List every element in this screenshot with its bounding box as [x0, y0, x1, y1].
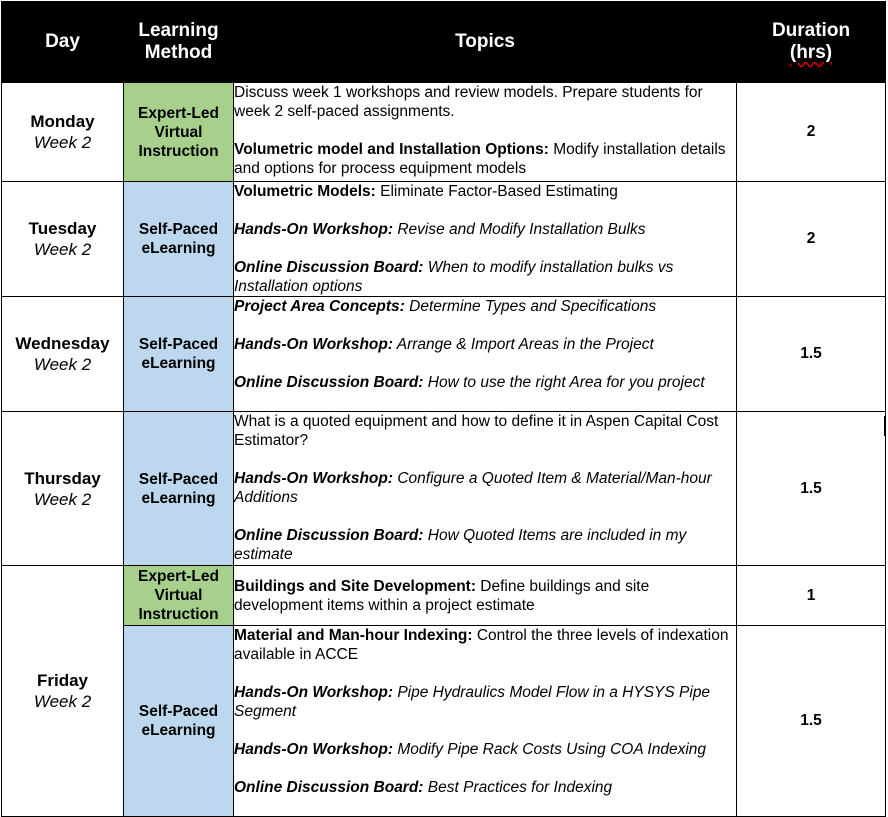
day-name: Friday	[36, 671, 89, 690]
week-label: Week 2	[33, 133, 92, 152]
topic-text: Revise and Modify Installation Bulks	[393, 221, 646, 238]
text-cursor-mark	[884, 416, 886, 436]
table-row	[2, 566, 886, 626]
topic-paragraph	[234, 335, 736, 354]
header-duration-line2: (hrs)	[789, 42, 833, 63]
topic-heading: Hands-On Workshop:	[234, 336, 394, 353]
duration-cell: 1	[737, 566, 886, 626]
topic-text: Configure a Quoted Item & Material/Man-hour Additions	[234, 470, 712, 506]
day-cell	[2, 83, 124, 182]
table-row	[2, 182, 886, 297]
week-label: Week 2	[33, 355, 92, 374]
day-cell	[2, 566, 124, 817]
topic-paragraph	[234, 258, 736, 296]
topic-paragraph	[234, 297, 736, 316]
topics-cell	[234, 566, 737, 626]
topic-text: Pipe Hydraulics Model Flow in a HYSYS Pipe Segment	[234, 684, 711, 720]
topic-heading: Online Discussion Board:	[234, 779, 424, 796]
topic-paragraph	[234, 778, 736, 797]
method-line: eLearning	[141, 722, 216, 739]
method-cell	[124, 182, 234, 297]
topic-paragraph	[234, 182, 736, 201]
topic-heading: Volumetric model and Installation Options:	[234, 141, 549, 158]
week-label: Week 2	[33, 692, 92, 711]
day-name: Wednesday	[15, 334, 110, 353]
method-cell	[124, 83, 234, 182]
topic-paragraph	[234, 577, 736, 615]
duration-cell: 1.5	[737, 412, 886, 566]
method-line: Self-Paced	[138, 221, 219, 238]
topic-heading: Hands-On Workshop:	[234, 684, 394, 701]
topic-heading: Hands-On Workshop:	[234, 741, 394, 758]
day-name: Tuesday	[28, 219, 97, 238]
duration-cell: 2	[737, 83, 886, 182]
method-line: Self-Paced	[138, 470, 219, 488]
table-row	[2, 412, 886, 566]
method-line: Expert-Led	[138, 104, 219, 122]
method-cell	[124, 566, 234, 626]
method-line: Self-Paced	[138, 703, 219, 720]
method-line: eLearning	[141, 355, 216, 372]
topic-text: Eliminate Factor-Based Estimating	[375, 183, 618, 200]
topic-paragraph	[234, 373, 736, 392]
header-method-line1: Learning	[138, 20, 219, 41]
topic-heading: Hands-On Workshop:	[234, 470, 394, 487]
topic-text: Modify Pipe Rack Costs Using COA Indexing	[393, 741, 707, 758]
header-day: Day	[2, 2, 124, 83]
header-duration-line1: Duration	[771, 20, 851, 41]
topic-text: When to modify installation bulks vs Installation options	[234, 259, 674, 295]
method-cell	[124, 297, 234, 412]
topic-paragraph: Discuss week 1 workshops and review models. Prepare students for week 2 self-paced assignments.	[234, 84, 703, 120]
day-name: Monday	[30, 112, 95, 131]
topic-heading: Hands-On Workshop:	[234, 221, 394, 238]
topic-paragraph	[234, 526, 736, 564]
header-topics: Topics	[234, 2, 737, 83]
duration-cell: 1.5	[737, 297, 886, 412]
topics-cell	[234, 412, 737, 566]
table-row	[2, 297, 886, 412]
topics-cell	[234, 182, 737, 297]
method-line: Instruction	[138, 142, 219, 160]
topic-paragraph	[234, 626, 736, 664]
method-cell	[124, 626, 234, 817]
topic-heading: Online Discussion Board:	[234, 374, 424, 391]
topic-text: Define buildings and site development items within a project estimate	[234, 577, 650, 614]
day-name: Thursday	[24, 468, 101, 488]
topic-heading: Material and Man-hour Indexing:	[234, 627, 473, 644]
topic-paragraph	[234, 469, 736, 507]
topic-text: Modify installation details and options for process equipment models	[234, 141, 726, 177]
topic-paragraph	[234, 683, 736, 721]
method-line: eLearning	[141, 489, 216, 507]
week-label: Week 2	[33, 489, 92, 509]
topic-heading: Project Area Concepts:	[234, 298, 405, 315]
week-label: Week 2	[33, 240, 92, 259]
topics-cell	[234, 297, 737, 412]
topic-text: Control the three levels of indexation available in ACCE	[234, 627, 729, 663]
topic-heading: Online Discussion Board:	[234, 259, 424, 276]
method-line: Expert-Led	[138, 568, 219, 585]
day-cell	[2, 297, 124, 412]
duration-cell: 1.5	[737, 626, 886, 817]
topics-cell	[234, 83, 737, 182]
day-cell	[2, 412, 124, 566]
header-method-line2: Method	[144, 42, 213, 63]
duration-cell: 2	[737, 182, 886, 297]
topic-heading: Online Discussion Board:	[234, 527, 424, 544]
topic-paragraph	[234, 140, 736, 178]
topic-text: Best Practices for Indexing	[423, 779, 613, 796]
method-cell	[124, 412, 234, 566]
topics-cell	[234, 626, 737, 817]
schedule-table	[1, 1, 886, 817]
header-row	[2, 2, 886, 83]
topic-text: Determine Types and Specifications	[404, 298, 657, 315]
method-line: Self-Paced	[138, 336, 219, 353]
method-line: Instruction	[138, 606, 219, 623]
topic-paragraph: What is a quoted equipment and how to define it in Aspen Capital Cost Estimator?	[234, 413, 719, 449]
header-learning-method	[124, 2, 234, 83]
method-line: Virtual	[154, 587, 203, 604]
method-line: eLearning	[141, 240, 216, 257]
day-cell	[2, 182, 124, 297]
topic-heading: Volumetric Models:	[234, 183, 376, 200]
table-row	[2, 626, 886, 817]
header-duration	[737, 2, 886, 83]
method-line: Virtual	[154, 123, 203, 141]
topic-text: How Quoted Items are included in my estimate	[234, 527, 687, 563]
topic-paragraph	[234, 740, 736, 759]
table-row	[2, 83, 886, 182]
topic-heading: Buildings and Site Development:	[234, 577, 476, 595]
topic-paragraph	[234, 220, 736, 239]
topic-text: How to use the right Area for you project	[423, 374, 705, 391]
topic-text: Arrange & Import Areas in the Project	[393, 336, 654, 353]
